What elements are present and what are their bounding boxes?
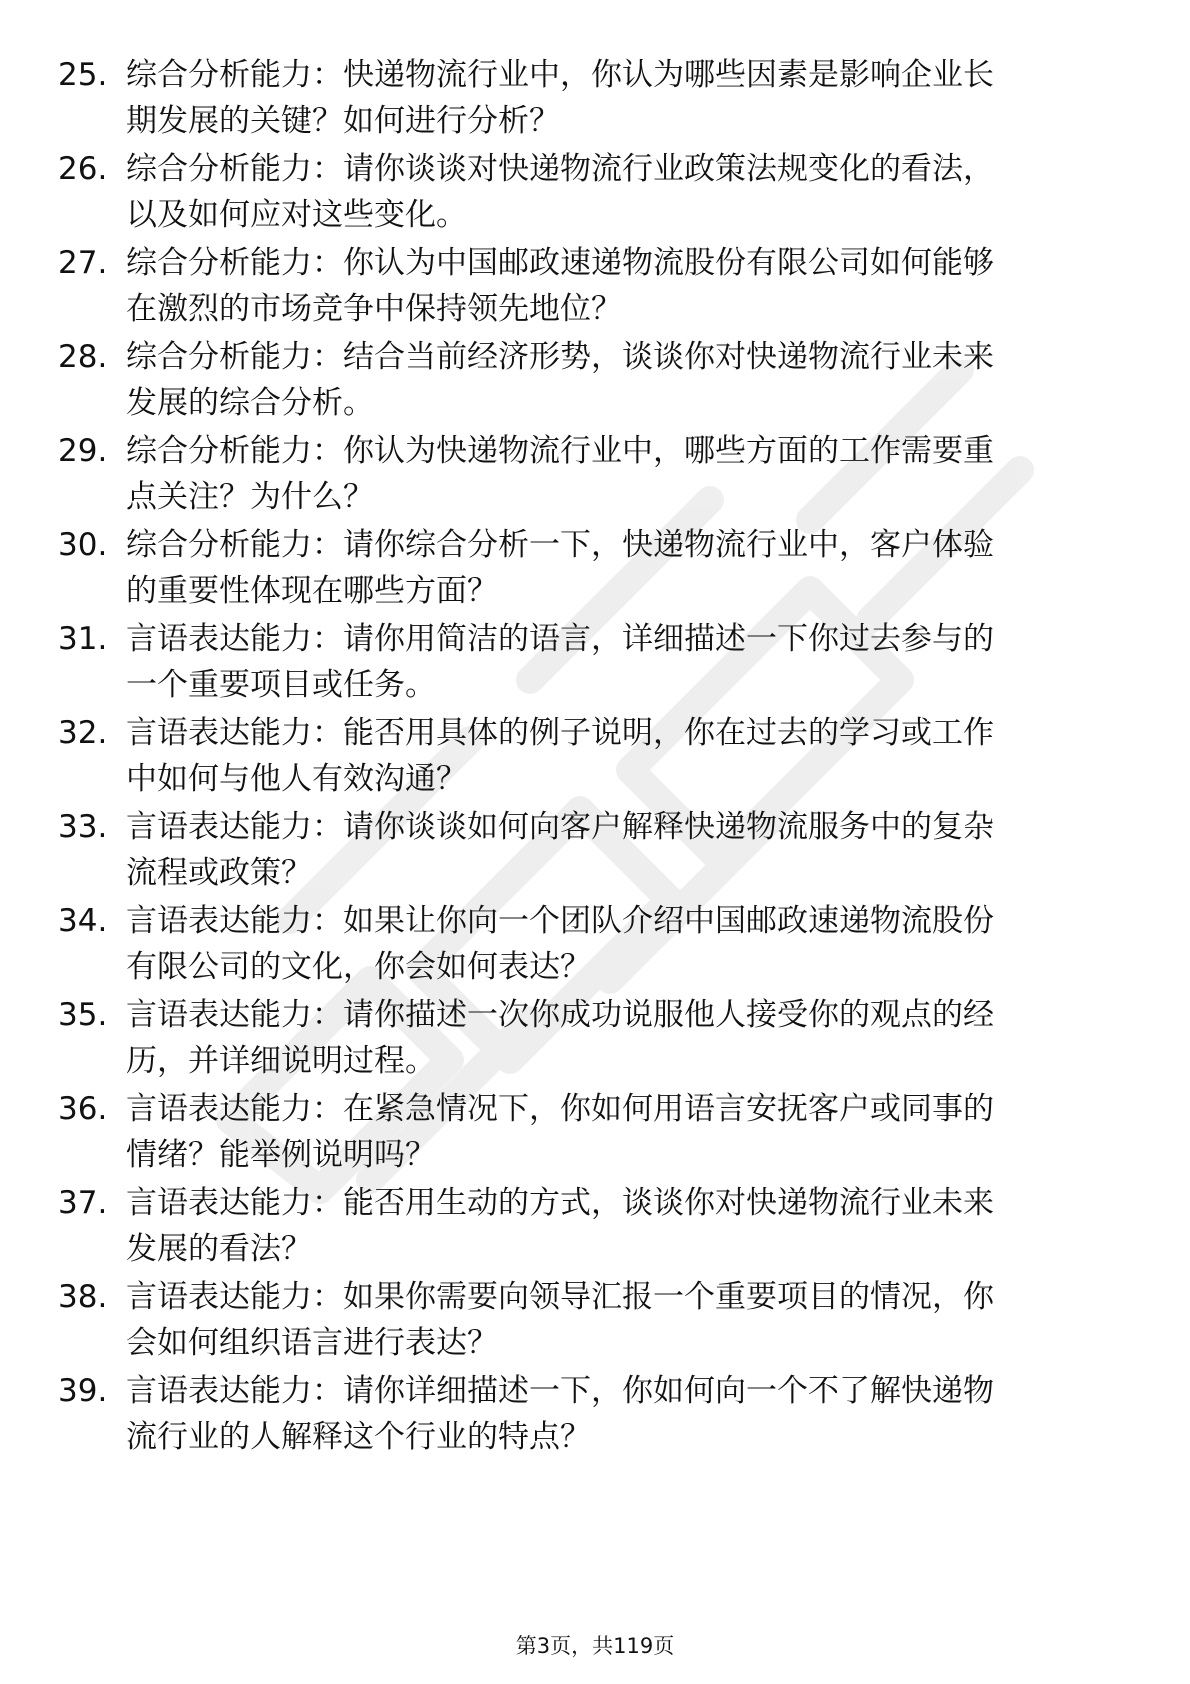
question-text: 言语表达能力：在紧急情况下，你如何用语言安抚客户或同事的 情绪？能举例说明吗？ <box>126 1091 994 1173</box>
question-number: 28. <box>58 339 108 375</box>
question-item <box>0 992 1190 1096</box>
question-item <box>0 898 1190 1002</box>
question-text: 言语表达能力：请你谈谈如何向客户解释快递物流服务中的复杂 流程或政策？ <box>126 809 994 891</box>
question-number: 39. <box>58 1373 108 1409</box>
question-number: 37. <box>58 1185 108 1221</box>
question-item <box>0 710 1190 814</box>
question-number: 36. <box>58 1091 108 1127</box>
question-item <box>0 428 1190 532</box>
question-item <box>0 522 1190 626</box>
question-item <box>0 804 1190 908</box>
question-item <box>0 146 1190 250</box>
question-text: 言语表达能力：如果你需要向领导汇报一个重要项目的情况，你 会如何组织语言进行表达？ <box>126 1279 994 1361</box>
question-number: 27. <box>58 245 108 281</box>
question-item <box>0 1086 1190 1190</box>
question-number: 30. <box>58 527 108 563</box>
question-text: 言语表达能力：请你描述一次你成功说服他人接受你的观点的经 历，并详细说明过程。 <box>126 997 994 1079</box>
question-number: 38. <box>58 1279 108 1315</box>
question-text: 综合分析能力：结合当前经济形势，谈谈你对快递物流行业未来 发展的综合分析。 <box>126 339 994 421</box>
question-number: 33. <box>58 809 108 845</box>
question-text: 综合分析能力：快递物流行业中，你认为哪些因素是影响企业长 期发展的关键？如何进行分析？ <box>126 57 994 139</box>
question-item <box>0 334 1190 438</box>
question-text: 言语表达能力：如果让你向一个团队介绍中国邮政速递物流股份 有限公司的文化，你会如何表达？ <box>126 903 994 985</box>
question-text: 言语表达能力：请你详细描述一下，你如何向一个不了解快递物 流行业的人解释这个行业的特点？ <box>126 1373 994 1455</box>
question-text: 言语表达能力：请你用简洁的语言，详细描述一下你过去参与的 一个重要项目或任务。 <box>126 621 994 703</box>
question-text: 综合分析能力：请你谈谈对快递物流行业政策法规变化的看法， 以及如何应对这些变化。 <box>126 151 994 233</box>
question-text: 综合分析能力：请你综合分析一下，快递物流行业中，客户体验 的重要性体现在哪些方面？ <box>126 527 994 609</box>
question-item <box>0 616 1190 720</box>
question-item <box>0 1180 1190 1284</box>
question-number: 29. <box>58 433 108 469</box>
question-item <box>0 240 1190 344</box>
question-number: 31. <box>58 621 108 657</box>
question-item <box>0 1274 1190 1378</box>
question-text: 言语表达能力：能否用具体的例子说明，你在过去的学习或工作 中如何与他人有效沟通？ <box>126 715 994 797</box>
page-footer: 第3页，共119页 <box>515 1634 675 1658</box>
question-number: 35. <box>58 997 108 1033</box>
question-text: 综合分析能力：你认为快递物流行业中，哪些方面的工作需要重 点关注？为什么？ <box>126 433 994 515</box>
question-number: 26. <box>58 151 108 187</box>
question-text: 综合分析能力：你认为中国邮政速递物流股份有限公司如何能够 在激烈的市场竞争中保持领先地位？ <box>126 245 994 327</box>
question-item <box>0 1368 1190 1472</box>
question-number: 34. <box>58 903 108 939</box>
question-item <box>0 52 1190 156</box>
question-number: 32. <box>58 715 108 751</box>
question-text: 言语表达能力：能否用生动的方式，谈谈你对快递物流行业未来 发展的看法？ <box>126 1185 994 1267</box>
question-number: 25. <box>58 57 108 93</box>
